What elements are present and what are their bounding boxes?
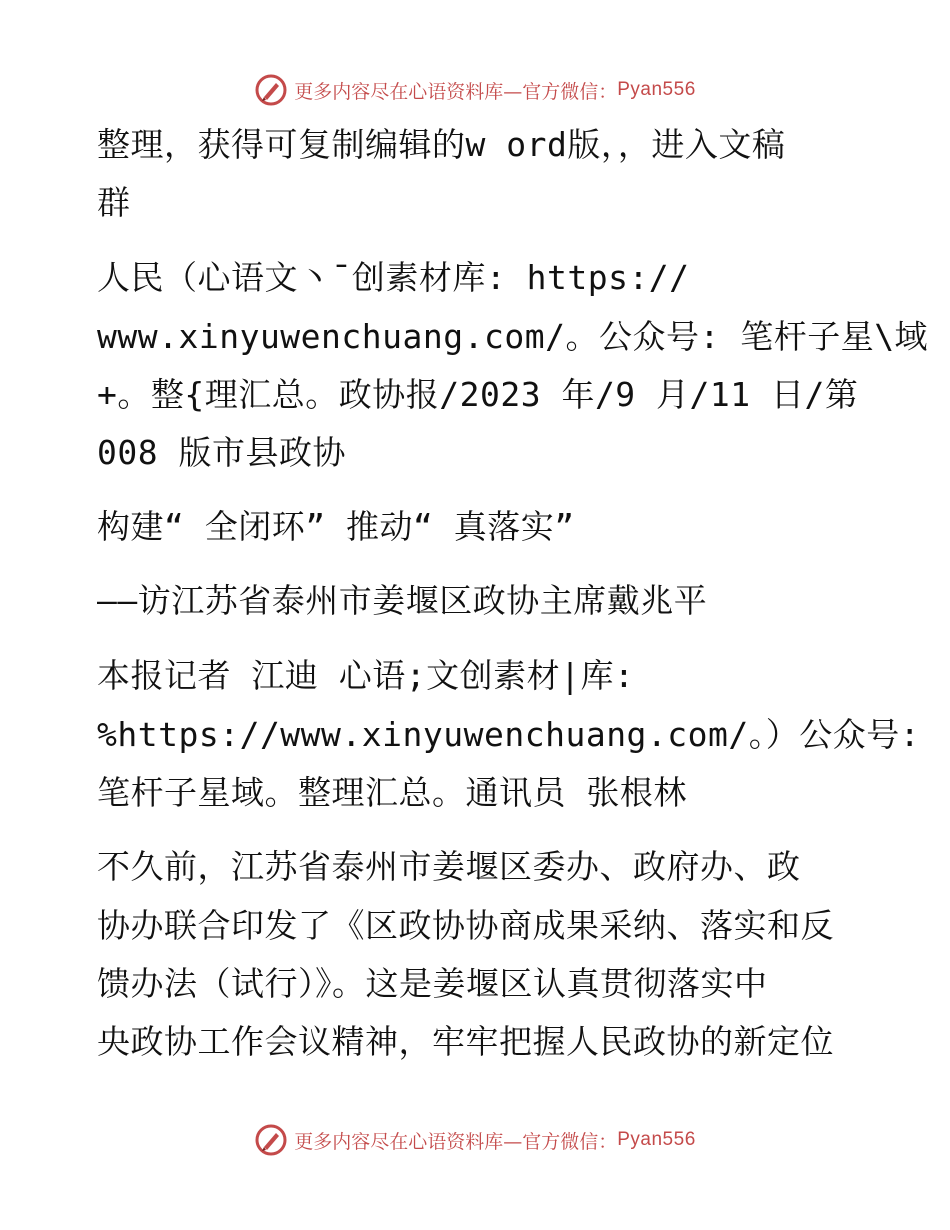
paragraph-line: 央政协工作会议精神，牢牢把握人民政协的新定位	[97, 1022, 834, 1061]
article-subtitle: ——访江苏省泰州市姜堰区政协主席戴兆平	[97, 581, 708, 620]
pen-logo-icon	[254, 73, 288, 107]
text-line: %https://www.xinyuwenchuang.com/。）公众号:	[97, 715, 921, 754]
watermark-text: 更多内容尽在心语资料库—官方微信：	[294, 1130, 618, 1153]
text-line: www.xinyuwenchuang.com/。公众号: 笔杆子星\域	[97, 317, 929, 356]
pen-logo-icon	[254, 1123, 288, 1157]
text-line: 群	[97, 183, 131, 222]
byline: 本报记者 江迪 心语;文创素材|库:	[97, 656, 635, 695]
watermark-banner-top	[0, 70, 950, 110]
text-line: +。整{理汇总。政协报/2023 年/9 月/11 日/第	[97, 375, 859, 414]
text-line: 008 版市县政协	[97, 433, 346, 472]
text-line: 人民（心语文丶¯创素材库: https://	[97, 258, 690, 297]
watermark-text: 更多内容尽在心语资料库—官方微信：	[294, 80, 618, 103]
paragraph-line: 馈办法（试行）》。这是姜堰区认真贯彻落实中	[97, 964, 768, 1003]
paragraph-line: 不久前，江苏省泰州市姜堰区委办、政府办、政	[97, 847, 801, 886]
article-title: 构建“ 全闭环” 推动“ 真落实”	[97, 507, 575, 546]
text-line: 笔杆子星域。整理汇总。通讯员 张根林	[97, 773, 687, 812]
paragraph-line: 协办联合印发了《区政协协商成果采纳、落实和反	[97, 906, 834, 945]
watermark-wechat-id: Pyan556	[617, 79, 696, 100]
watermark-banner-bottom	[0, 1120, 950, 1160]
text-line: 整理，获得可复制编辑的w ord版，，进入文稿	[97, 125, 786, 164]
watermark-wechat-id: Pyan556	[617, 1129, 696, 1150]
